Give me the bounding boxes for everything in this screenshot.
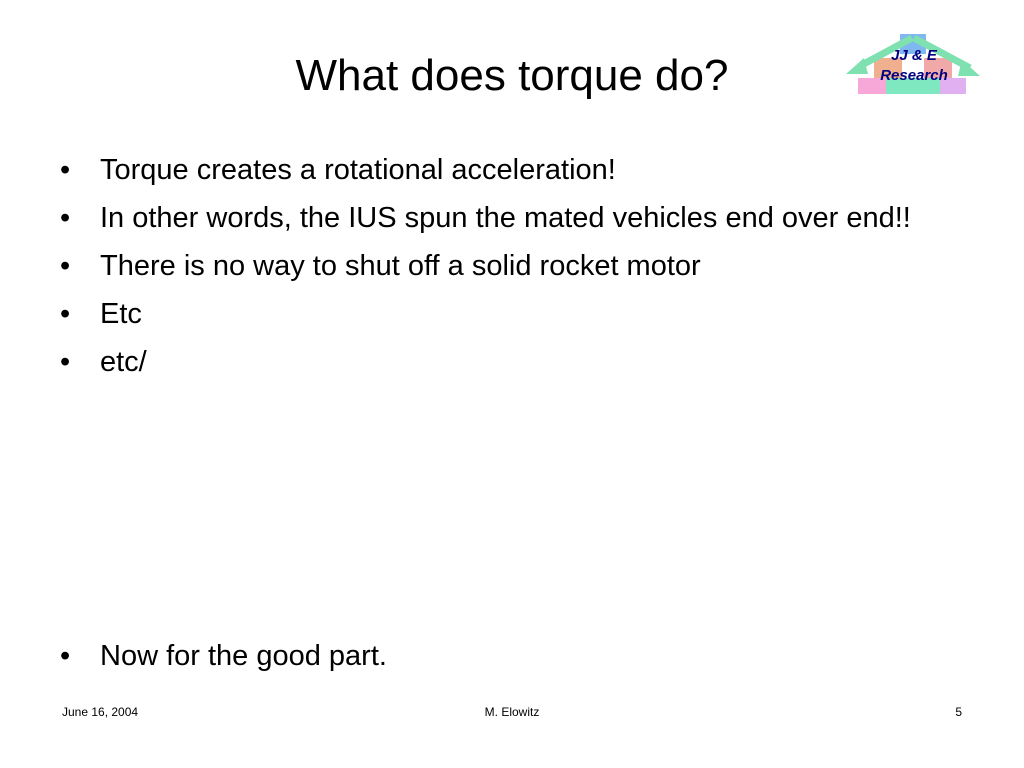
bullet-glyph: • (60, 640, 71, 672)
bullet-text: etc/ (100, 346, 147, 378)
bullet-list (56, 150, 936, 390)
logo-graphic (838, 30, 988, 102)
bullet-text: In other words, the IUS spun the mated vehicles end over end!! (100, 202, 911, 234)
bullet-item (56, 342, 936, 382)
bullet-text: Now for the good part. (100, 640, 387, 672)
bullet-glyph: • (60, 202, 71, 234)
bullet-glyph: • (60, 298, 71, 330)
footer-author: M. Elowitz (484, 705, 540, 719)
bullet-item (56, 198, 936, 238)
footer-date: June 16, 2004 (62, 705, 139, 719)
bullet-glyph: • (60, 346, 71, 378)
bullet-item (56, 150, 936, 190)
logo-text-line2: Research (880, 67, 948, 84)
jje-research-logo (838, 30, 988, 102)
bullet-text: Torque creates a rotational acceleration! (100, 154, 616, 186)
footer-page-number: 5 (955, 705, 962, 719)
bullet-glyph: • (60, 250, 71, 282)
bullet-text: Etc (100, 298, 142, 330)
logo-text-line1: JJ & E (891, 47, 937, 64)
bullet-item (56, 294, 936, 334)
bullet-text: There is no way to shut off a solid rocket motor (100, 250, 701, 282)
bullet-item (56, 246, 936, 286)
bullet-glyph: • (60, 154, 71, 186)
bullet-item-final (56, 636, 980, 676)
slide-title: What does torque do? (295, 51, 729, 100)
